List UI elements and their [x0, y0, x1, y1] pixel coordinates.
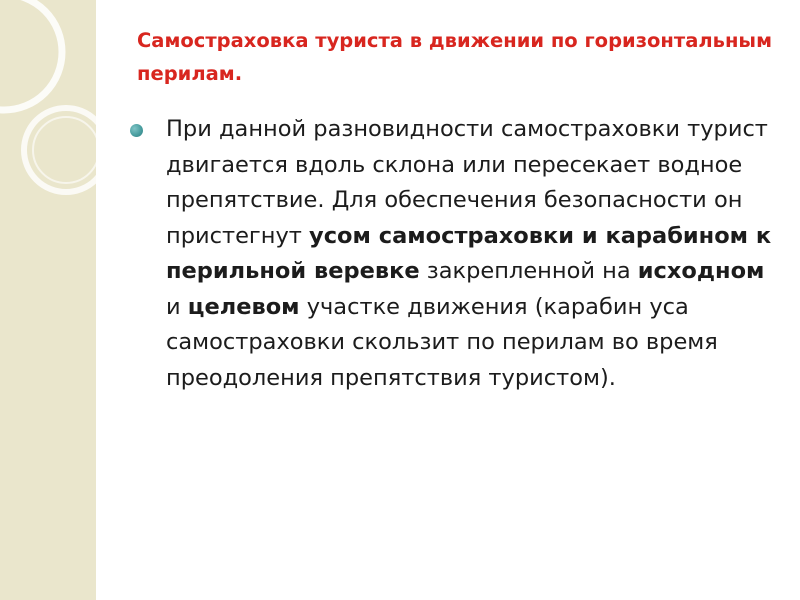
text-segment: участке движения (карабин уса самостраховки скользит по перилам во время преодоления препятствия туристом).: [166, 293, 718, 391]
bullet-text: [166, 112, 780, 396]
bold-text-segment: усом самостраховки и карабином к перильной веревке: [166, 222, 772, 284]
text-segment: и: [166, 293, 188, 320]
slide-title: Самостраховка туриста в движении по горизонтальным перилам.: [137, 29, 773, 85]
teal-circle-bullet-icon: [130, 124, 143, 137]
body-bullet-list: [130, 112, 780, 396]
decorative-rings-icon: [0, 0, 120, 260]
bold-text-segment: целевом: [187, 293, 300, 320]
text-segment: При данной разновидности самостраховки турист двигается вдоль склона или пересекает водное препятствие. Для обеспечения безопасности он пристегнут: [166, 116, 768, 249]
text-segment: закрепленной на: [419, 258, 638, 284]
bold-text-segment: исходном: [637, 258, 765, 284]
list-item: [130, 112, 780, 396]
